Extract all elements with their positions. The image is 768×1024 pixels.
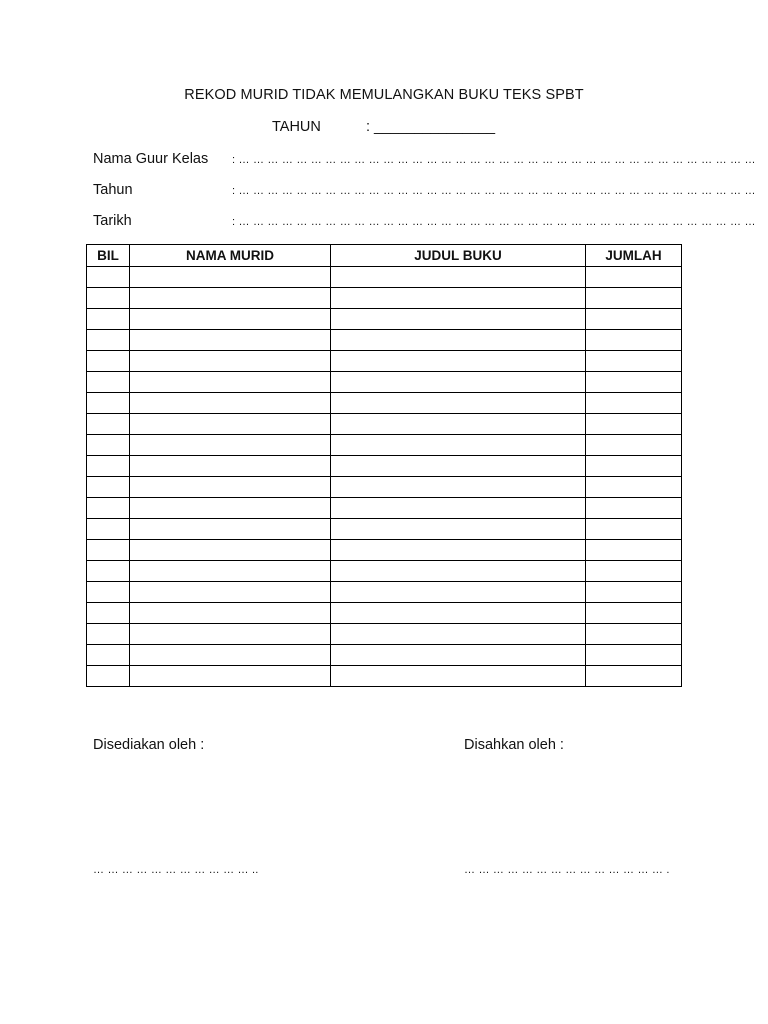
field-value: : … … … … … … … … … … … … … … … … … … … … … … … … … … … … … … … … … … … … [232,216,756,228]
cell-nama-murid[interactable] [130,372,331,393]
cell-judul-buku[interactable] [331,603,586,624]
cell-bil[interactable] [87,414,130,435]
field-label: Tarikh [93,213,132,229]
table-body [87,267,682,687]
cell-bil[interactable] [87,582,130,603]
table-row [87,498,682,519]
table-row [87,540,682,561]
cell-judul-buku[interactable] [331,267,586,288]
table-row [87,582,682,603]
table-row [87,267,682,288]
year-label: TAHUN [272,119,321,135]
cell-nama-murid[interactable] [130,288,331,309]
column-header-nama-murid: NAMA MURID [130,245,331,267]
cell-bil[interactable] [87,309,130,330]
cell-nama-murid[interactable] [130,330,331,351]
table-row [87,666,682,687]
table-row [87,603,682,624]
cell-judul-buku[interactable] [331,288,586,309]
cell-nama-murid[interactable] [130,582,331,603]
cell-nama-murid[interactable] [130,498,331,519]
cell-bil[interactable] [87,624,130,645]
year-line [272,119,495,135]
table-row [87,288,682,309]
cell-judul-buku[interactable] [331,414,586,435]
column-header-bil: BIL [87,245,130,267]
cell-bil[interactable] [87,456,130,477]
record-table [86,244,682,687]
cell-nama-murid[interactable] [130,351,331,372]
cell-jumlah[interactable] [586,288,682,309]
cell-jumlah[interactable] [586,435,682,456]
cell-nama-murid[interactable] [130,519,331,540]
cell-jumlah[interactable] [586,666,682,687]
table-header-row [87,245,682,267]
table-row [87,351,682,372]
approved-by-label: Disahkan oleh : [464,737,564,753]
cell-bil[interactable] [87,666,130,687]
cell-jumlah[interactable] [586,540,682,561]
cell-nama-murid[interactable] [130,666,331,687]
prepared-signature-line: … … … … … … … … … … … .. [93,864,259,876]
cell-jumlah[interactable] [586,477,682,498]
cell-nama-murid[interactable] [130,393,331,414]
cell-bil[interactable] [87,645,130,666]
cell-jumlah[interactable] [586,330,682,351]
cell-judul-buku[interactable] [331,666,586,687]
form-title: REKOD MURID TIDAK MEMULANGKAN BUKU TEKS SPBT [184,87,584,103]
cell-jumlah[interactable] [586,414,682,435]
table-row [87,477,682,498]
cell-bil[interactable] [87,393,130,414]
cell-bil[interactable] [87,603,130,624]
field-year [93,182,756,198]
cell-nama-murid[interactable] [130,477,331,498]
cell-bil[interactable] [87,351,130,372]
cell-jumlah[interactable] [586,456,682,477]
field-label: Tahun [93,182,133,198]
table-row [87,414,682,435]
cell-judul-buku[interactable] [331,519,586,540]
cell-jumlah[interactable] [586,519,682,540]
cell-nama-murid[interactable] [130,309,331,330]
cell-judul-buku[interactable] [331,582,586,603]
table-row [87,393,682,414]
approved-signature-line: … … … … … … … … … … … … … … . [464,864,670,876]
cell-nama-murid[interactable] [130,624,331,645]
cell-nama-murid[interactable] [130,435,331,456]
cell-judul-buku[interactable] [331,393,586,414]
cell-nama-murid[interactable] [130,561,331,582]
cell-bil[interactable] [87,330,130,351]
field-class-teacher [93,151,756,167]
cell-bil[interactable] [87,288,130,309]
table-row [87,624,682,645]
cell-bil[interactable] [87,267,130,288]
table-row [87,330,682,351]
cell-jumlah[interactable] [586,393,682,414]
cell-bil[interactable] [87,372,130,393]
cell-bil[interactable] [87,540,130,561]
cell-nama-murid[interactable] [130,645,331,666]
cell-judul-buku[interactable] [331,351,586,372]
cell-jumlah[interactable] [586,582,682,603]
cell-nama-murid[interactable] [130,414,331,435]
table-row [87,456,682,477]
cell-judul-buku[interactable] [331,624,586,645]
cell-judul-buku[interactable] [331,372,586,393]
year-value: : _______________ [366,119,496,135]
cell-nama-murid[interactable] [130,603,331,624]
table-row [87,519,682,540]
table-row [87,561,682,582]
table-row [87,372,682,393]
table-row [87,435,682,456]
cell-jumlah[interactable] [586,351,682,372]
cell-bil[interactable] [87,435,130,456]
cell-bil[interactable] [87,477,130,498]
cell-judul-buku[interactable] [331,540,586,561]
cell-jumlah[interactable] [586,561,682,582]
field-label: Nama Guur Kelas [93,151,209,167]
cell-judul-buku[interactable] [331,435,586,456]
cell-jumlah[interactable] [586,309,682,330]
field-date [93,213,756,229]
column-header-judul-buku: JUDUL BUKU [331,245,586,267]
cell-judul-buku[interactable] [331,645,586,666]
cell-jumlah[interactable] [586,624,682,645]
cell-judul-buku[interactable] [331,456,586,477]
cell-nama-murid[interactable] [130,540,331,561]
cell-judul-buku[interactable] [331,309,586,330]
table-row [87,309,682,330]
cell-bil[interactable] [87,498,130,519]
cell-bil[interactable] [87,519,130,540]
cell-judul-buku[interactable] [331,330,586,351]
cell-jumlah[interactable] [586,498,682,519]
table-row [87,645,682,666]
cell-nama-murid[interactable] [130,267,331,288]
field-value: : … … … … … … … … … … … … … … … … … … … … … … … … … … … … … … … … … … … … [232,154,756,166]
prepared-by-label: Disediakan oleh : [93,737,205,753]
cell-jumlah[interactable] [586,645,682,666]
cell-judul-buku[interactable] [331,498,586,519]
cell-jumlah[interactable] [586,372,682,393]
column-header-jumlah: JUMLAH [586,245,682,267]
cell-nama-murid[interactable] [130,456,331,477]
cell-jumlah[interactable] [586,603,682,624]
field-value: : … … … … … … … … … … … … … … … … … … … … … … … … … … … … … … … … … … … … [232,185,756,197]
cell-judul-buku[interactable] [331,561,586,582]
cell-judul-buku[interactable] [331,477,586,498]
cell-bil[interactable] [87,561,130,582]
cell-jumlah[interactable] [586,267,682,288]
